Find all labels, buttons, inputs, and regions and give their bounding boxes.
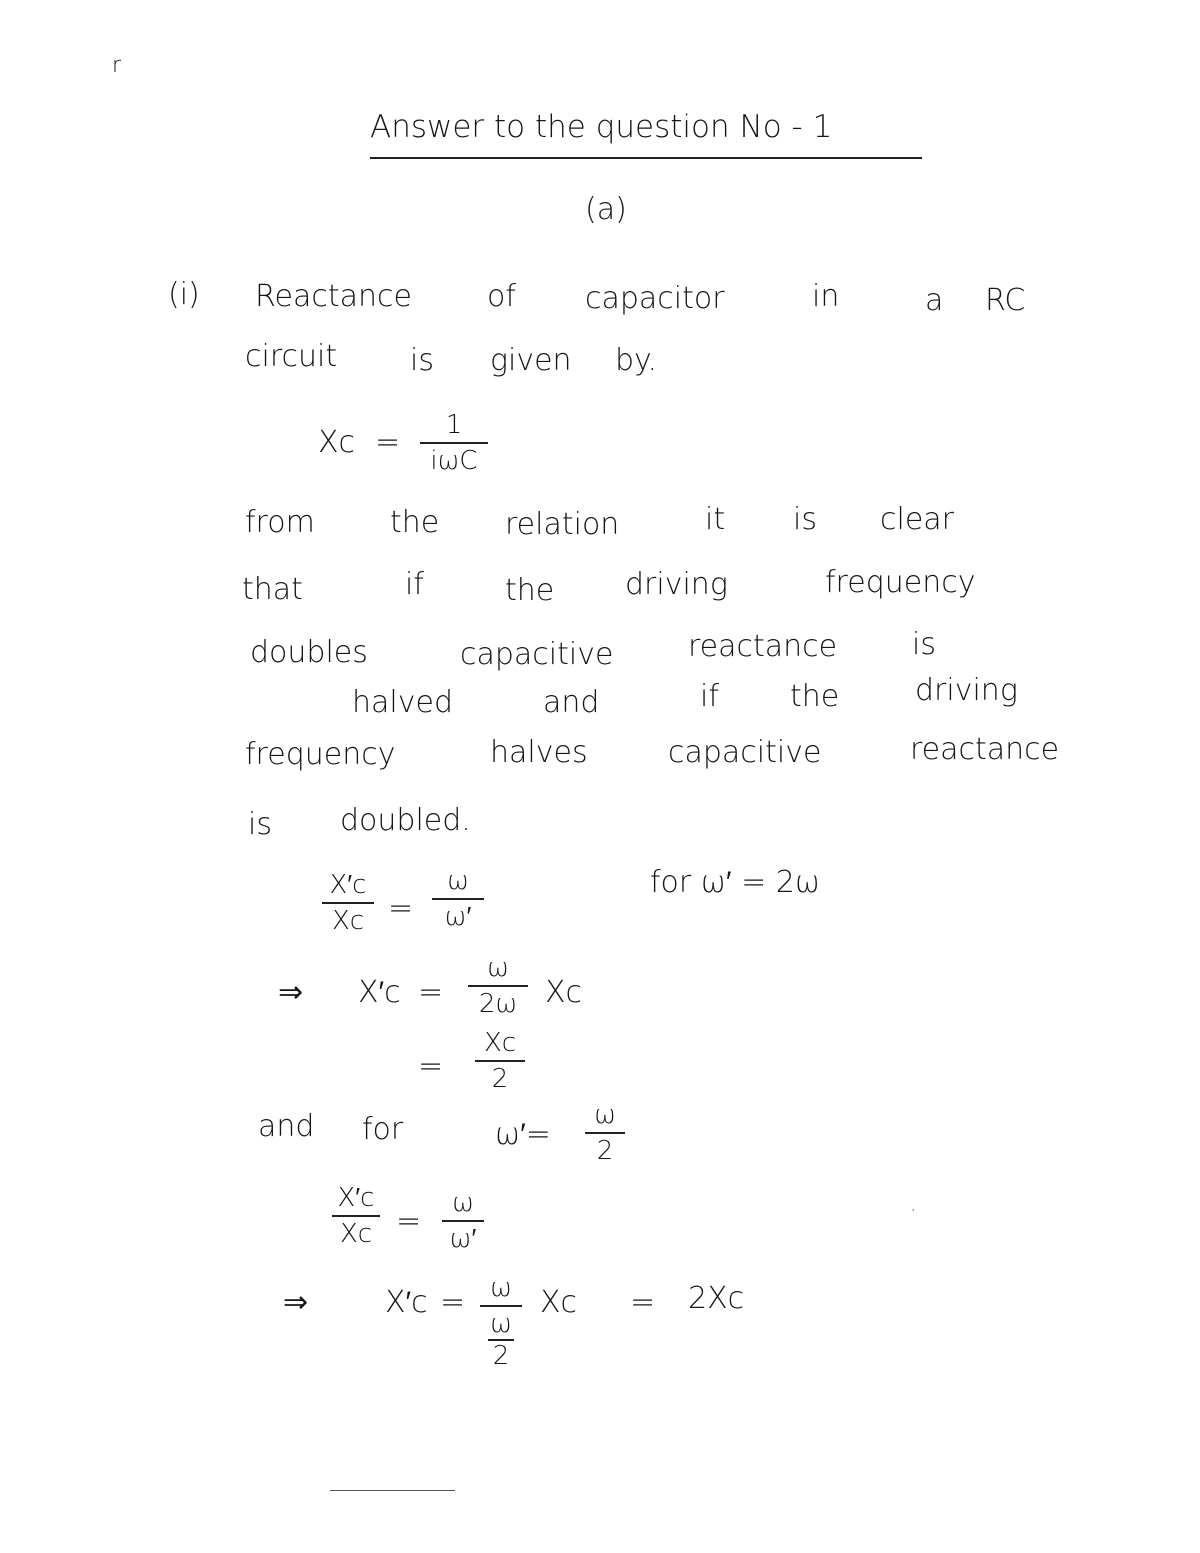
- word: frequency: [825, 565, 976, 600]
- denominator: ω′: [444, 902, 472, 932]
- eq-lhs: Xc: [318, 425, 356, 460]
- eq-tail: Xc: [545, 975, 583, 1010]
- word: by.: [615, 343, 658, 378]
- word: doubles: [250, 635, 368, 670]
- implies-arrow: ⇒: [278, 975, 304, 1010]
- fraction: [332, 1185, 380, 1247]
- compound-fraction: [480, 1275, 522, 1369]
- denominator: 2: [491, 1064, 509, 1094]
- denominator: iωC: [430, 446, 478, 476]
- word: doubled.: [340, 803, 471, 838]
- word: capacitive: [668, 735, 822, 770]
- eq-tail: Xc: [540, 1285, 578, 1320]
- numerator: ω: [487, 953, 509, 983]
- implies-arrow: ⇒: [283, 1285, 309, 1320]
- word: a: [925, 283, 944, 318]
- eq-sign: =: [396, 1204, 422, 1239]
- word: capacitor: [585, 281, 725, 316]
- bottom-rule: [330, 1490, 455, 1491]
- word: circuit: [245, 339, 338, 374]
- eq-sign: =: [418, 975, 444, 1010]
- word: is: [410, 343, 434, 378]
- numerator: X′c: [337, 1183, 375, 1213]
- stray-mark: r: [112, 53, 122, 78]
- fraction: [468, 955, 528, 1017]
- denominator: 2ω: [478, 989, 518, 1019]
- denominator: Xc: [339, 1219, 373, 1249]
- eq-sign: =: [418, 1049, 444, 1084]
- stray-dot: ·: [910, 1198, 917, 1222]
- eq-lhs: X′c: [385, 1285, 428, 1320]
- word: halved: [352, 685, 453, 720]
- word: clear: [880, 502, 955, 537]
- numerator: ω: [594, 1100, 616, 1130]
- word: if: [700, 679, 719, 714]
- numerator: ω: [447, 866, 469, 896]
- word: and: [543, 685, 600, 720]
- numerator: Xc: [483, 1028, 517, 1058]
- word: the: [505, 573, 555, 608]
- word: that: [242, 572, 303, 607]
- word: halves: [490, 735, 588, 770]
- denominator-denominator: 2: [492, 1341, 510, 1371]
- numerator: ω: [490, 1273, 512, 1303]
- fraction: [420, 412, 488, 474]
- fraction: [432, 868, 484, 930]
- word: the: [390, 505, 440, 540]
- numerator: X′c: [329, 870, 367, 900]
- word: RC: [985, 283, 1026, 318]
- fraction: [585, 1102, 625, 1164]
- word: of: [487, 279, 516, 314]
- word: is: [912, 627, 936, 662]
- denominator: 2: [596, 1136, 614, 1166]
- word: in: [812, 279, 840, 314]
- part-label: (a): [585, 192, 627, 227]
- word: is: [248, 807, 272, 842]
- word: the: [790, 679, 840, 714]
- condition: for ω′ = 2ω: [650, 865, 820, 900]
- word: (i): [168, 277, 200, 312]
- title-underline: [370, 157, 922, 159]
- word: and: [258, 1109, 315, 1144]
- fraction: [442, 1190, 484, 1252]
- numerator: 1: [445, 410, 463, 440]
- word: driving: [915, 673, 1018, 708]
- condition-lhs: ω′=: [495, 1117, 551, 1152]
- eq-sign: =: [375, 425, 401, 460]
- word: driving: [625, 567, 728, 602]
- result: 2Xc: [688, 1281, 745, 1316]
- page-title: Answer to the question No - 1: [370, 109, 833, 145]
- fraction: [475, 1030, 525, 1092]
- eq-sign: =: [388, 891, 414, 926]
- word: relation: [505, 507, 620, 542]
- fraction: [322, 872, 374, 934]
- word: from: [245, 505, 315, 540]
- denominator: Xc: [331, 906, 365, 936]
- word: if: [405, 567, 424, 602]
- word: capacitive: [460, 637, 614, 672]
- eq-sign: =: [440, 1285, 466, 1320]
- word: is: [793, 502, 817, 537]
- denominator: ω′: [449, 1224, 477, 1254]
- eq-sign: =: [630, 1285, 656, 1320]
- word: it: [705, 502, 726, 537]
- eq-lhs: X′c: [358, 975, 401, 1010]
- denominator-numerator: ω: [490, 1309, 512, 1339]
- word: given: [490, 343, 572, 378]
- word: reactance: [910, 732, 1060, 767]
- numerator: ω: [452, 1188, 474, 1218]
- word: reactance: [688, 629, 838, 664]
- word: for: [362, 1112, 404, 1147]
- word: Reactance: [255, 279, 412, 314]
- word: frequency: [245, 737, 396, 772]
